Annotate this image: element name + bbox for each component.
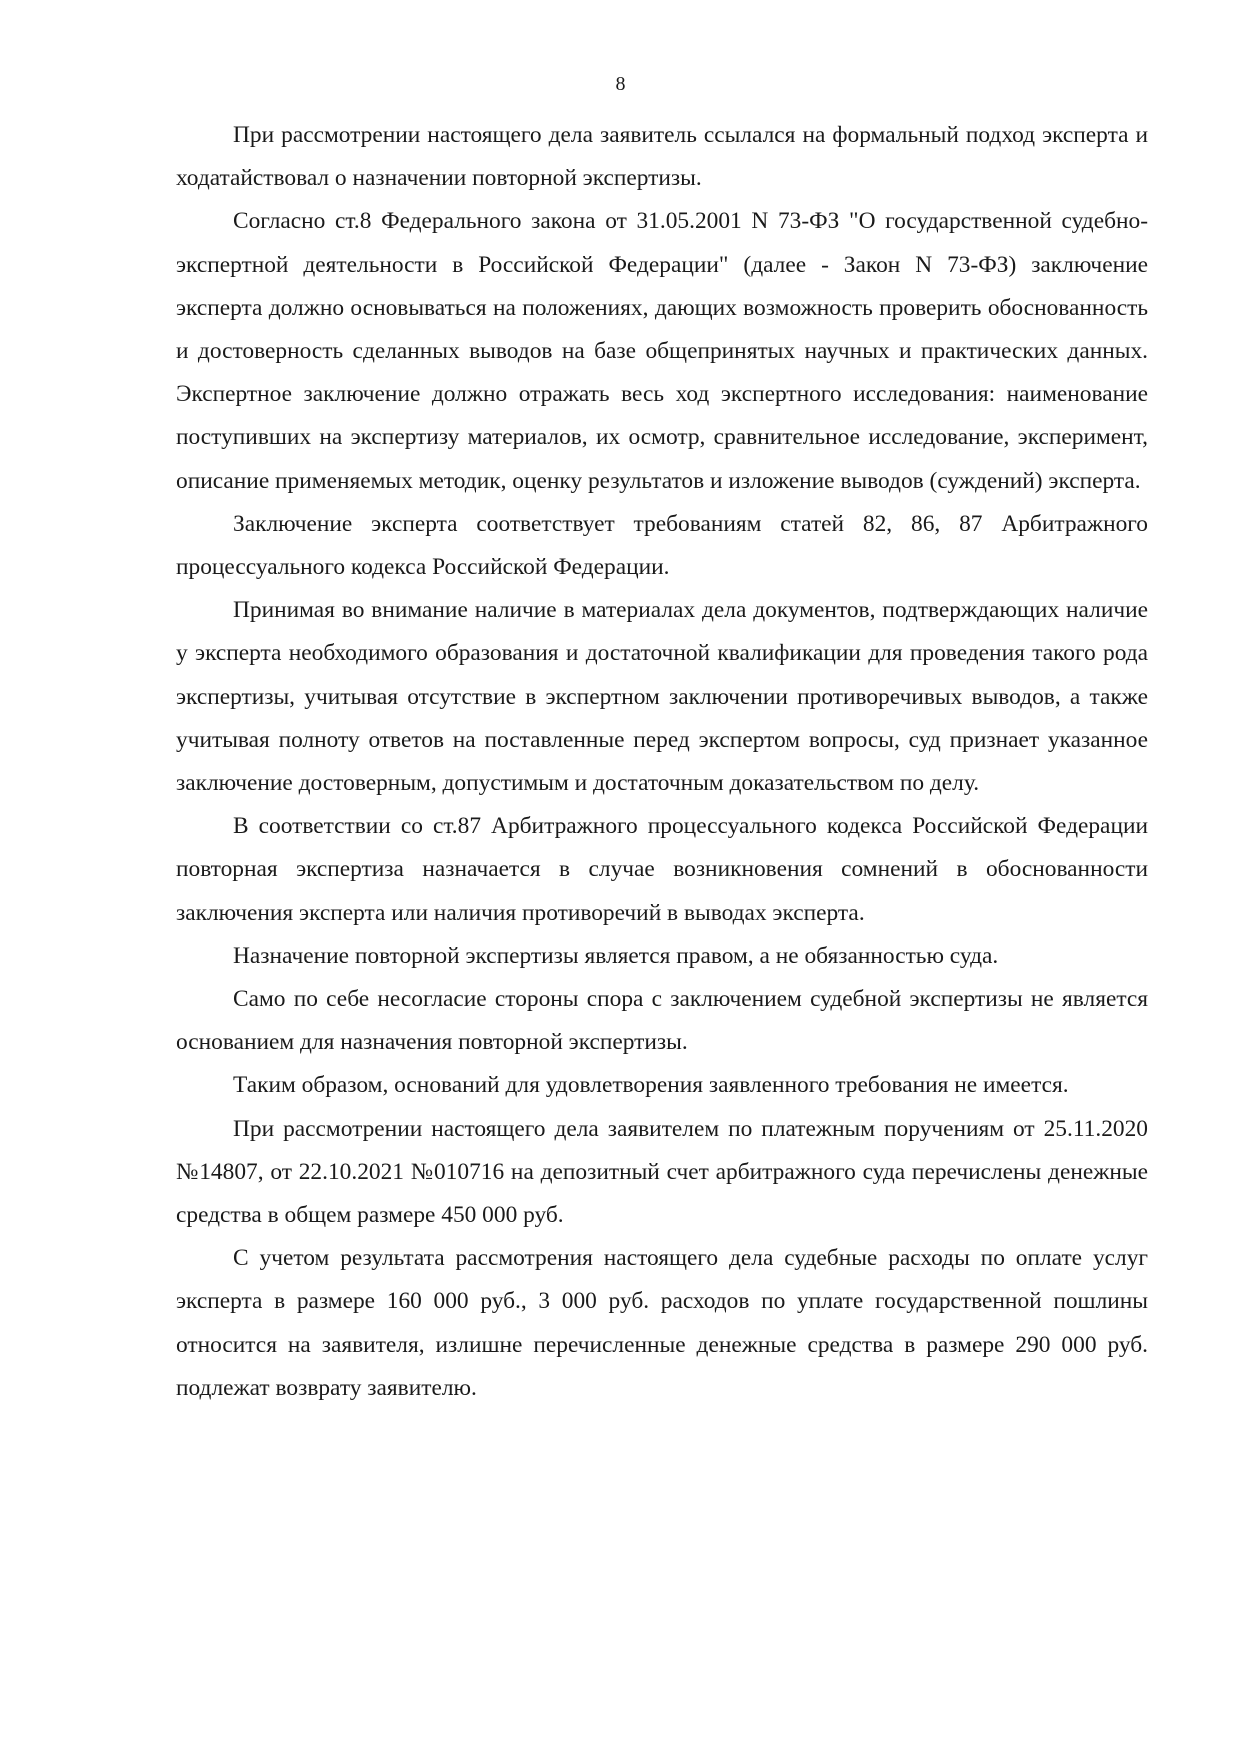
paragraph-apk-compliance: Заключение эксперта соответствует требованиям статей 82, 86, 87 Арбитражного процессуального кодекса Российской Федерации. [176,510,1148,581]
paragraph-court-assessment: Принимая во внимание наличие в материалах дела документов, подтверждающих наличие у эксперта необходимого образования и достаточной квалификации для проведения такого рода экспертизы, учитывая отсутствие в экспертном заключении противоречивых выводов, а также учитывая полноту ответов на поставленные перед экспертом вопросы, суд признает указанное заключение достоверным, допустимым и достаточным доказательством по делу. [176,597,1148,797]
paragraph-court-right: Назначение повторной экспертизы является правом, а не обязанностью суда. [233,942,999,969]
page-number: 8 [615,73,626,95]
paragraph-disagreement: Само по себе несогласие стороны спора с заключением судебной экспертизы не является основанием для назначения повторной экспертизы. [176,986,1148,1056]
paragraph-no-grounds: Таким образом, оснований для удовлетворения заявленного требования не имеется. [233,1072,1069,1099]
paragraph-court-costs: С учетом результата рассмотрения настоящего дела судебные расходы по оплате услуг эксперта в размере 160 000 руб., 3 000 руб. расходов по уплате государственной пошлины относится на заявителя, излишне перечисленные денежные средства в размере 290 000 руб. подлежат возврату заявителю. [176,1245,1148,1401]
paragraph-repeat-expertise-grounds: В соответствии со ст.87 Арбитражного процессуального кодекса Российской Федерации повторная экспертиза назначается в случае возникновения сомнений в обоснованности заключения эксперта или наличия противоречий в выводах эксперта. [176,813,1148,926]
paragraph-expert-approach: При рассмотрении настоящего дела заявитель ссылался на формальный подход эксперта и ходатайствовал о назначении повторной экспертизы. [176,122,1148,192]
document-body [176,114,1148,1410]
paragraph-law-73-fz: Согласно ст.8 Федерального закона от 31.05.2001 N 73-ФЗ "О государственной судебно-экспертной деятельности в Российской Федерации" (далее - Закон N 73-ФЗ) заключение эксперта должно основываться на положениях, дающих возможность проверить обоснованность и достоверность сделанных выводов на базе общепринятых научных и практических данных. Экспертное заключение должно отражать весь ход экспертного исследования: наименование поступивших на экспертизу материалов, их осмотр, сравнительное исследование, эксперимент, описание применяемых методик, оценку результатов и изложение выводов (суждений) эксперта. [176,208,1148,494]
paragraph-deposit: При рассмотрении настоящего дела заявителем по платежным поручениям от 25.11.2020 №14807, от 22.10.2021 №010716 на депозитный счет арбитражного суда перечислены денежные средства в общем размере 450 000 руб. [176,1115,1148,1229]
